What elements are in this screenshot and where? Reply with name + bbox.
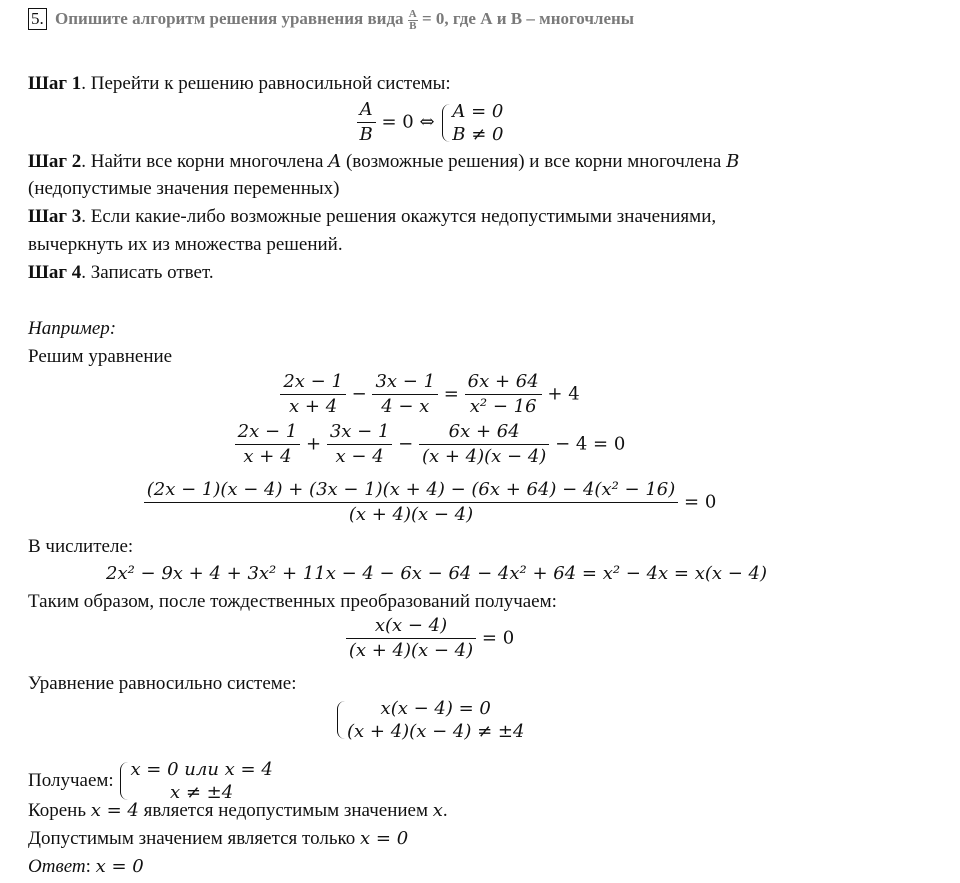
eq1-f1-den: x + 4: [280, 394, 346, 419]
eq1-frac-2: [372, 370, 438, 419]
root-var: x: [432, 800, 443, 821]
formula1-relation: = 0 ⇔: [381, 111, 435, 133]
step-4: [28, 261, 214, 285]
step-2-continuation: (недопустимые значения переменных): [28, 178, 340, 199]
root-post: является недопустимым значением: [143, 800, 428, 821]
allowed-line: [28, 827, 408, 851]
answer-line: [28, 855, 144, 879]
task-title-tail: = 0, где А и В – многочлены: [422, 9, 635, 28]
example-label: Например:: [28, 318, 117, 339]
formula1-fraction: [357, 98, 376, 147]
eq2-f2-num: 3x − 1: [329, 421, 390, 442]
root-end: .: [442, 800, 448, 821]
root-expr: x = 4: [90, 800, 139, 821]
eq2-f3-den: (x + 4)(x − 4): [419, 444, 549, 469]
eq4-tail: = 0: [481, 627, 515, 649]
formula1-den: B: [357, 122, 376, 147]
system-brace: [335, 697, 524, 743]
eq1-f3-den: x² − 16: [465, 394, 542, 419]
get-label: Получаем:: [28, 770, 114, 791]
equation-3: [0, 478, 930, 527]
eq4-fraction: [346, 614, 476, 663]
eq1-op2: =: [443, 383, 459, 405]
eq2-tail: − 4 = 0: [555, 433, 626, 455]
task-header: [28, 8, 634, 32]
step-4-label: Шаг 4: [28, 262, 82, 283]
eq1-f2-den: 4 − x: [372, 394, 438, 419]
formula1-sys-line1: A = 0: [452, 100, 504, 122]
numerator-expression: 2x² − 9x + 4 + 3x² + 11x − 4 − 6x − 64 − 4x² + 64 = x² − 4x = x(x − 4): [106, 563, 768, 584]
eq1-tail: + 4: [547, 383, 580, 405]
eq2-frac-1: [235, 420, 301, 469]
eq2-op1: +: [306, 433, 322, 455]
title-frac-den: B: [409, 19, 417, 32]
step-1-label: Шаг 1: [28, 73, 82, 94]
step-3-continuation: вычеркнуть их из множества решений.: [28, 234, 343, 255]
equation-4: [0, 614, 930, 663]
result-system: [118, 758, 272, 804]
equation-2: [0, 420, 930, 469]
title-frac-num: A: [408, 7, 417, 20]
formula1-num: A: [359, 99, 373, 120]
eq1-frac-1: [280, 370, 346, 419]
eq1-f3-num: 6x + 64: [467, 371, 539, 392]
step-3: [28, 205, 716, 229]
step-3-label: Шаг 3: [28, 206, 82, 227]
eq3-tail: = 0: [684, 491, 717, 513]
root-line: [28, 799, 448, 823]
eq2-f1-num: 2x − 1: [237, 421, 298, 442]
eq3-den: (x + 4)(x − 4): [144, 502, 679, 527]
title-fraction: [408, 9, 418, 32]
eq3-fraction: [144, 478, 679, 527]
result-line-2: x ≠ ±4: [170, 782, 234, 803]
equivalent-system: [335, 697, 524, 743]
eq1-frac-3: [465, 370, 542, 419]
step-4-text: . Записать ответ.: [81, 262, 214, 283]
formula1-sys-line2: B ≠ 0: [452, 123, 504, 145]
step-2-text-mid: (возможные решения) и все корни многочлена: [341, 151, 722, 172]
result-system-line: [28, 758, 273, 804]
step-2-var-a: A: [328, 151, 342, 172]
task-title: Опишите алгоритм решения уравнения вида: [55, 9, 404, 28]
step-2-label: Шаг 2: [28, 151, 82, 172]
step-3-text: . Если какие-либо возможные решения окажутся недопустимыми значениями,: [81, 206, 717, 227]
system-line-2: (x + 4)(x − 4) ≠ ±4: [347, 721, 525, 742]
eq1-f2-num: 3x − 1: [375, 371, 436, 392]
formula1-system: [440, 100, 503, 146]
step-2-var-b: B: [726, 151, 740, 172]
eq2-op2: −: [398, 433, 414, 455]
thus-label: Таким образом, после тождественных преобразований получаем:: [28, 591, 557, 612]
task-number: 5.: [28, 8, 47, 30]
root-pre: Корень: [28, 800, 86, 821]
eq4-num: x(x − 4): [374, 615, 448, 636]
eq2-f2-den: x − 4: [327, 444, 393, 469]
step-2-text: . Найти все корни многочлена: [81, 151, 324, 172]
eq2-frac-2: [327, 420, 393, 469]
system-line-1: x(x − 4) = 0: [380, 698, 491, 719]
eq1-op1: −: [351, 383, 367, 405]
answer-label: Ответ: [28, 856, 86, 877]
eq2-f3-num: 6x + 64: [448, 421, 520, 442]
eq1-f1-num: 2x − 1: [283, 371, 343, 392]
answer-expr: x = 0: [95, 856, 144, 877]
eq2-f1-den: x + 4: [235, 444, 301, 469]
system-label: Уравнение равносильно системе:: [28, 673, 297, 694]
equation-1: [0, 370, 930, 419]
answer-colon: :: [85, 856, 91, 877]
allowed-pre: Допустимым значением является только: [28, 828, 356, 849]
step-2: [28, 150, 739, 174]
step-1-text: . Перейти к решению равносильной системы:: [81, 73, 451, 94]
eq3-num: (2x − 1)(x − 4) + (3x − 1)(x + 4) − (6x + 64) − 4(x² − 16): [146, 479, 676, 500]
numerator-label: В числителе:: [28, 536, 134, 557]
eq2-frac-3: [419, 420, 549, 469]
result-line-1: x = 0 или x = 4: [130, 759, 273, 780]
step-1: [28, 72, 451, 96]
eq4-den: (x + 4)(x − 4): [346, 638, 476, 663]
formula-equivalence: [0, 98, 930, 147]
solve-label: Решим уравнение: [28, 346, 173, 367]
allowed-expr: x = 0: [360, 828, 409, 849]
